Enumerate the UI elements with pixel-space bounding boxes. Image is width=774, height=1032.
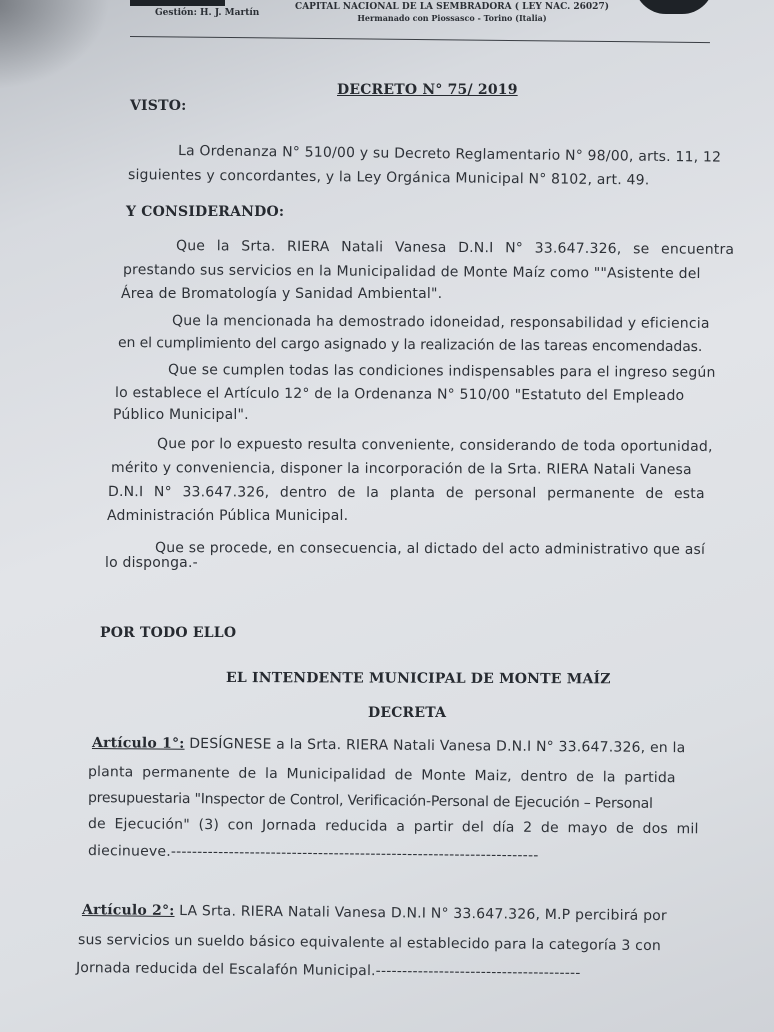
intendente-heading: EL INTENDENTE MUNICIPAL DE MONTE MAÍZ — [225, 670, 611, 688]
header-logo-bar — [130, 0, 225, 6]
por-todo-ello: POR TODO ELLO — [100, 625, 237, 641]
considerando-line: Que se cumplen todas las condiciones indispensables para el ingreso según — [167, 362, 716, 381]
considerando-line: prestando sus servicios en la Municipalidad de Monte Maíz como ""Asistente del — [122, 262, 701, 283]
considerando-line: en el cumplimiento del cargo asignado y la realización de las tareas encomendadas. — [117, 335, 703, 356]
articulo-1-label: Artículo 1°: — [91, 735, 185, 752]
considerando-line: Que la mencionada ha demostrado idoneidad, responsabilidad y eficiencia — [171, 313, 710, 332]
articulo-2-first-line: LA Srta. RIERA Natali Vanesa D.N.I N° 33.647.326, M.P percibirá por — [179, 903, 668, 925]
considerando-line: Que por lo expuesto resulta conveniente, considerando de toda oportunidad, — [156, 436, 713, 455]
visto-heading: VISTO: — [130, 98, 187, 114]
considerando-line: Que la Srta. RIERA Natali Vanesa D.N.I N° 33.647.326, se encuentra — [175, 238, 735, 258]
header-logo — [634, 0, 714, 14]
articulo-2-label: Artículo 2°: — [81, 902, 175, 919]
articulo-1 — [92, 735, 686, 756]
visto-line: siguientes y concordantes, y la Ley Orgánica Municipal N° 8102, art. 49. — [127, 167, 650, 189]
considerando-line: mérito y conveniencia, disponer la incorporación de la Srta. RIERA Natali Vanesa — [110, 460, 692, 479]
decree-title: DECRETO N° 75/ 2019 — [337, 82, 518, 98]
articulo-1-line: planta permanente de la Municipalidad de Monte Maiz, dentro de la partida — [87, 764, 676, 787]
articulo-1-line: diecinueve.---------------------------------------------------------------------- — [87, 843, 539, 864]
header-divider — [130, 36, 710, 43]
considerando-line: Área de Bromatología y Sanidad Ambiental". — [121, 286, 443, 302]
articulo-1-first-line: DESÍGNESE a la Srta. RIERA Natali Vanesa D.N.I N° 33.647.326, en la — [189, 735, 686, 757]
considerando-line: lo disponga.- — [105, 555, 198, 571]
header-right-line2: Hermanado con Piossasco - Torino (Italia) — [357, 13, 547, 23]
considerando-line: Público Municipal". — [113, 407, 249, 423]
considerando-line: lo establece el Artículo 12° de la Ordenanza N° 510/00 "Estatuto del Empleado — [114, 385, 685, 404]
decreta-heading: DECRETA — [368, 705, 447, 721]
articulo-2-line: Jornada reducida del Escalafón Municipal.--------------------------------------- — [75, 960, 581, 982]
articulo-1-line: de Ejecución" (3) con Jornada reducida a partir del día 2 de mayo de dos mil — [87, 816, 699, 838]
photo-shadow — [0, 0, 110, 90]
header-right — [282, 2, 622, 24]
considerando-heading: Y CONSIDERANDO: — [126, 204, 285, 220]
visto-line: La Ordenanza N° 510/00 y su Decreto Reglamentario N° 98/00, arts. 11, 12 — [177, 143, 722, 166]
articulo-2 — [82, 902, 667, 924]
considerando-line: Que se procede, en consecuencia, al dictado del acto administrativo que así — [154, 540, 706, 558]
considerando-line: D.N.I N° 33.647.326, dentro de la planta de personal permanente de esta — [107, 484, 705, 503]
considerando-line: Administración Pública Municipal. — [107, 508, 349, 524]
articulo-1-line: presupuestaria "Inspector de Control, Verificación-Personal de Ejecución – Personal — [87, 790, 653, 812]
header-right-line1: CAPITAL NACIONAL DE LA SEMBRADORA ( LEY NAC. 26027) — [295, 2, 609, 12]
header-left: Gestión: H. J. Martín — [155, 8, 260, 18]
articulo-2-line: sus servicios un sueldo básico equivalente al establecido para la categoría 3 con — [77, 932, 662, 955]
